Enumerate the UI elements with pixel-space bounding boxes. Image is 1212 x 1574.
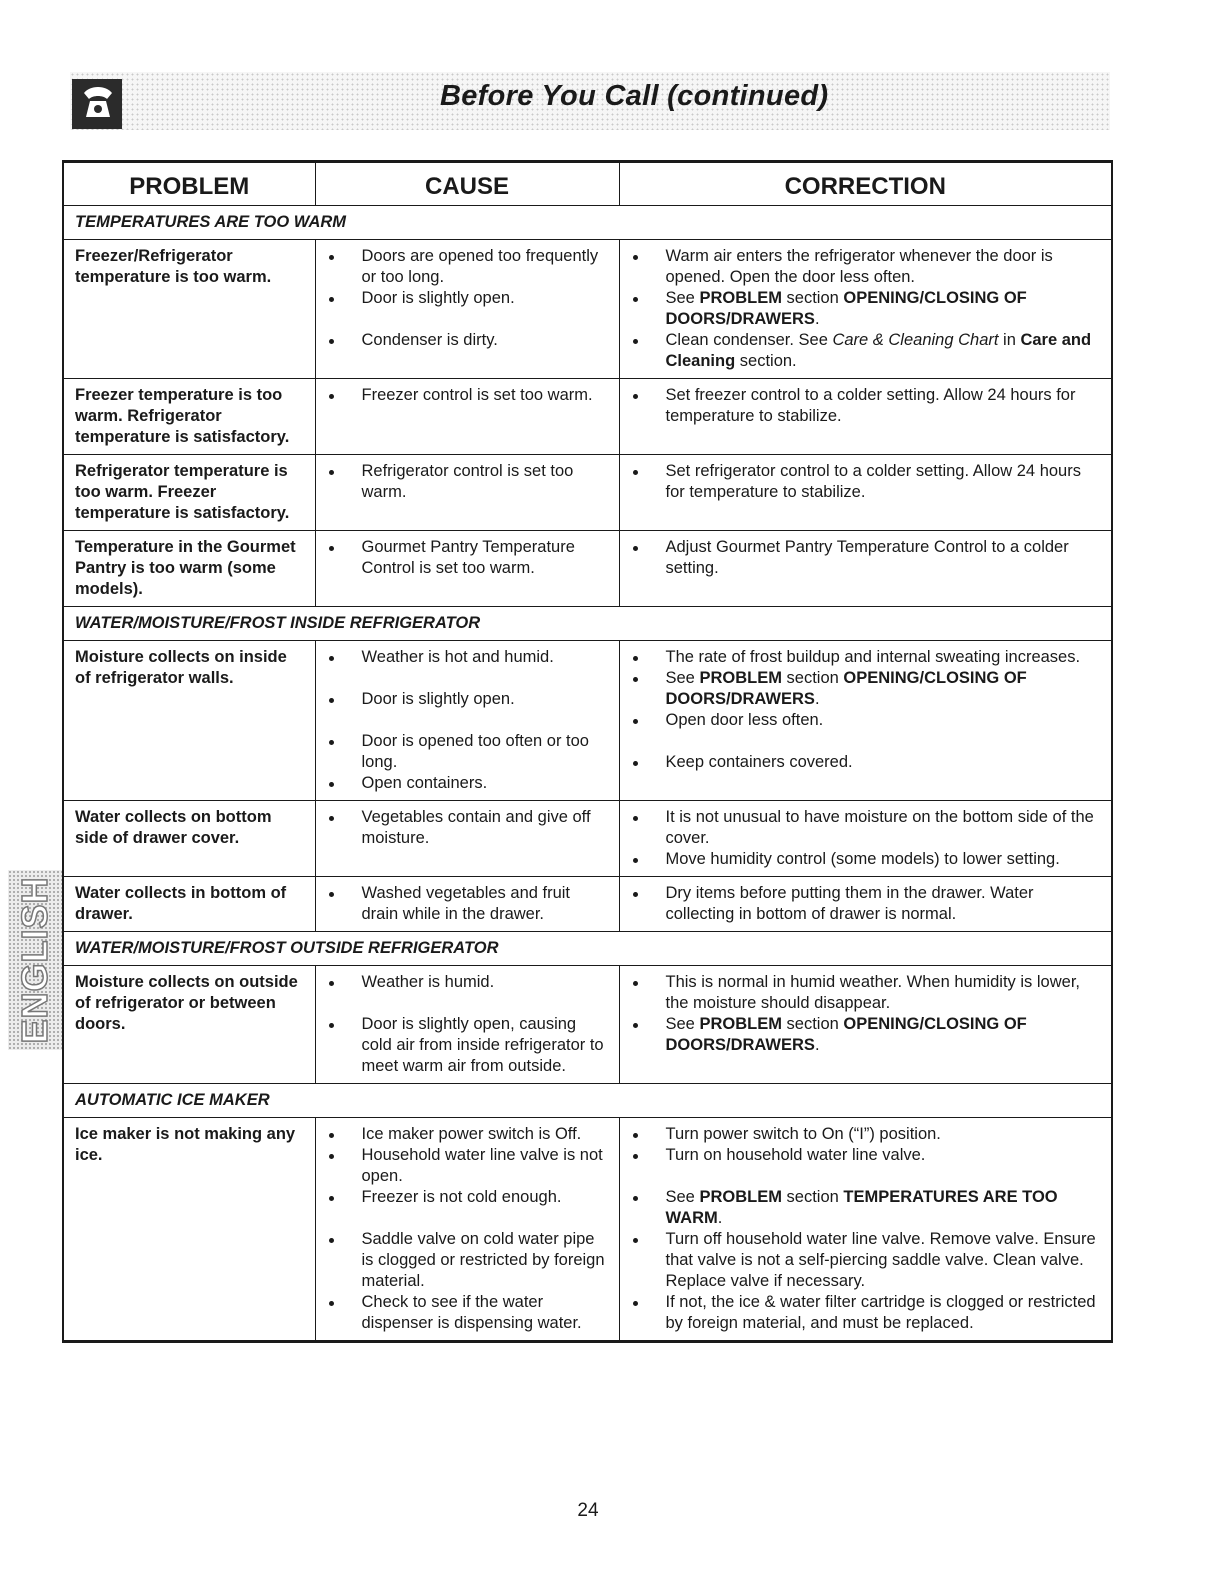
table-row	[63, 240, 1112, 379]
correction-item: It is not unusual to have moisture on the bottom side of the cover.	[631, 807, 1102, 849]
section-title: AUTOMATIC ICE MAKER	[63, 1084, 1112, 1118]
cause-item: Condenser is dirty.	[327, 330, 609, 351]
column-header-cause: CAUSE	[315, 162, 619, 206]
correction-item: Turn off household water line valve. Remove valve. Ensure that valve is not a self-piercing saddle valve. Clean valve. Replace valve if necessary.	[631, 1229, 1102, 1292]
table-row	[63, 966, 1112, 1084]
correction-item: Dry items before putting them in the drawer. Water collecting in bottom of drawer is normal.	[631, 883, 1102, 925]
correction-item: See PROBLEM section TEMPERATURES ARE TOO WARM.	[631, 1187, 1102, 1229]
cause-item: Gourmet Pantry Temperature Control is set too warm.	[327, 537, 609, 579]
cause-item: Refrigerator control is set too warm.	[327, 461, 609, 503]
column-header-problem: PROBLEM	[63, 162, 315, 206]
correction-item: The rate of frost buildup and internal sweating increases.	[631, 647, 1102, 668]
page-title: Before You Call (continued)	[440, 80, 829, 112]
cause-item: Vegetables contain and give off moisture.	[327, 807, 609, 849]
cause-cell	[315, 1118, 619, 1342]
cause-cell	[315, 877, 619, 932]
problem-cell: Ice maker is not making any ice.	[63, 1118, 315, 1342]
correction-item: Move humidity control (some models) to lower setting.	[631, 849, 1102, 870]
cause-item: Washed vegetables and fruit drain while in the drawer.	[327, 883, 609, 925]
cause-item: Open containers.	[327, 773, 609, 794]
section-title: WATER/MOISTURE/FROST INSIDE REFRIGERATOR	[63, 607, 1112, 641]
section-header-row	[63, 932, 1112, 966]
section-header-row	[63, 607, 1112, 641]
cause-item: Doors are opened too frequently or too long.	[327, 246, 609, 288]
column-header-correction: CORRECTION	[619, 162, 1112, 206]
correction-cell	[619, 966, 1112, 1084]
cause-item: Freezer is not cold enough.	[327, 1187, 609, 1208]
problem-cell: Moisture collects on outside of refrigerator or between doors.	[63, 966, 315, 1084]
table-row	[63, 1118, 1112, 1342]
cause-item: Saddle valve on cold water pipe is clogged or restricted by foreign material.	[327, 1229, 609, 1292]
correction-item: If not, the ice & water filter cartridge is clogged or restricted by foreign material, and must be replaced.	[631, 1292, 1102, 1334]
section-title: WATER/MOISTURE/FROST OUTSIDE REFRIGERATOR	[63, 932, 1112, 966]
correction-cell	[619, 801, 1112, 877]
problem-cell: Refrigerator temperature is too warm. Freezer temperature is satisfactory.	[63, 455, 315, 531]
problem-cell: Water collects on bottom side of drawer cover.	[63, 801, 315, 877]
cause-cell	[315, 966, 619, 1084]
page-number: 24	[577, 1500, 599, 1521]
correction-item: Turn power switch to On (“I”) position.	[631, 1124, 1102, 1145]
phone-icon	[72, 79, 122, 129]
cause-item: Ice maker power switch is Off.	[327, 1124, 609, 1145]
cause-item: Door is slightly open.	[327, 288, 609, 309]
correction-cell	[619, 455, 1112, 531]
cause-cell	[315, 531, 619, 607]
section-title: TEMPERATURES ARE TOO WARM	[63, 206, 1112, 240]
problem-cell: Water collects in bottom of drawer.	[63, 877, 315, 932]
cause-cell	[315, 240, 619, 379]
header-banner	[70, 72, 1110, 130]
correction-item: Set refrigerator control to a colder setting. Allow 24 hours for temperature to stabilize.	[631, 461, 1102, 503]
correction-item: See PROBLEM section OPENING/CLOSING OF DOORS/DRAWERS.	[631, 668, 1102, 710]
correction-cell	[619, 877, 1112, 932]
problem-cell: Temperature in the Gourmet Pantry is too warm (some models).	[63, 531, 315, 607]
correction-item: Adjust Gourmet Pantry Temperature Control to a colder setting.	[631, 537, 1102, 579]
language-tab	[8, 870, 62, 1050]
correction-item: Warm air enters the refrigerator whenever the door is opened. Open the door less often.	[631, 246, 1102, 288]
cause-item: Door is slightly open.	[327, 689, 609, 710]
cause-cell	[315, 641, 619, 801]
correction-item: See PROBLEM section OPENING/CLOSING OF DOORS/DRAWERS.	[631, 1014, 1102, 1056]
cause-item: Door is opened too often or too long.	[327, 731, 609, 773]
section-header-row	[63, 1084, 1112, 1118]
cause-item: Door is slightly open, causing cold air from inside refrigerator to meet warm air from outside.	[327, 1014, 609, 1077]
problem-cell: Moisture collects on inside of refrigerator walls.	[63, 641, 315, 801]
cause-item: Household water line valve is not open.	[327, 1145, 609, 1187]
correction-cell	[619, 531, 1112, 607]
language-label: ENGLISH	[14, 876, 55, 1044]
correction-item: Open door less often.	[631, 710, 1102, 731]
table-row	[63, 801, 1112, 877]
correction-cell	[619, 379, 1112, 455]
correction-item: See PROBLEM section OPENING/CLOSING OF DOORS/DRAWERS.	[631, 288, 1102, 330]
problem-cell: Freezer/Refrigerator temperature is too warm.	[63, 240, 315, 379]
table-row	[63, 379, 1112, 455]
cause-item: Weather is hot and humid.	[327, 647, 609, 668]
correction-item: Turn on household water line valve.	[631, 1145, 1102, 1166]
cause-cell	[315, 801, 619, 877]
correction-item: This is normal in humid weather. When humidity is lower, the moisture should disappear.	[631, 972, 1102, 1014]
table-row	[63, 877, 1112, 932]
correction-item: Clean condenser. See Care & Cleaning Chart in Care and Cleaning section.	[631, 330, 1102, 372]
section-header-row	[63, 206, 1112, 240]
cause-cell	[315, 455, 619, 531]
correction-item: Keep containers covered.	[631, 752, 1102, 773]
cause-cell	[315, 379, 619, 455]
table-row	[63, 531, 1112, 607]
troubleshooting-table	[62, 160, 1113, 1343]
cause-item: Freezer control is set too warm.	[327, 385, 609, 406]
table-row	[63, 455, 1112, 531]
problem-cell: Freezer temperature is too warm. Refrigerator temperature is satisfactory.	[63, 379, 315, 455]
table-header-row	[63, 162, 1112, 206]
correction-item: Set freezer control to a colder setting. Allow 24 hours for temperature to stabilize.	[631, 385, 1102, 427]
table-row	[63, 641, 1112, 801]
correction-cell	[619, 240, 1112, 379]
correction-cell	[619, 1118, 1112, 1342]
cause-item: Weather is humid.	[327, 972, 609, 993]
cause-item: Check to see if the water dispenser is dispensing water.	[327, 1292, 609, 1334]
correction-cell	[619, 641, 1112, 801]
